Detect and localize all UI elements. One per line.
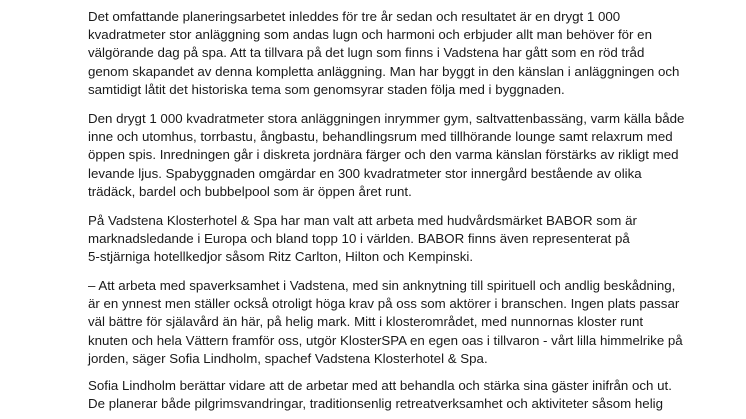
text-line: Den drygt 1 000 kvadratmeter stora anläggningen inrymmer gym, saltvattenbassäng, varm källa både [88, 111, 685, 126]
text-line: knuten och hela Vättern framför oss, utgör KlosterSPA en egen oas i tillvaron - vårt lilla himmelrike på [88, 332, 683, 348]
text-line: inne och utomhus, torrbastu, ångbastu, behandlingsrum med tillhörande lounge samt relaxrum med [88, 129, 673, 145]
text-line: levande ljus. Spabyggnaden omgärdar en 300 kvadratmeter stor innergård bestående av olika [88, 165, 642, 181]
text-line: trädäck, bardel och bubbelpool som är öppen året runt. [88, 183, 412, 199]
text-line: marknadsledande i Europa och bland topp 10 i världen. BABOR finns även representerat på [88, 231, 630, 247]
text-line: välgörande dag på spa. Att ta tillvara på det lugn som finns i Vadstena har gått som en röd tråd [88, 45, 645, 61]
text-line: På Vadstena Klosterhotel & Spa har man valt att arbeta med hudvårdsmärket BABOR som är [88, 213, 637, 228]
paragraph-activities [88, 377, 728, 413]
text-line: 5-stjärniga hotellkedjor såsom Ritz Carlton, Hilton och Kempinski. [88, 249, 474, 265]
paragraph-facilities [88, 110, 728, 201]
text-line: öppen spis. Inredningen går i diskreta jordnära färger och den varma känslan förstärks av rikligt med [88, 147, 679, 163]
text-line: samtidigt låtit det historiska tema som genomsyrar staden följa med i byggnaden. [88, 81, 565, 97]
text-line: – Att arbeta med spaverksamhet i Vadstena, med sin anknytning till spirituell och andlig beskådning, [88, 278, 676, 293]
text-line: kvadratmeter stor anläggning som andas lugn och harmoni och erbjuder allt man behöver för en [88, 27, 652, 43]
paragraph-planning [88, 8, 728, 99]
text-line: jorden, säger Sofia Lindholm, spachef Vadstena Klosterhotel & Spa. [88, 350, 488, 366]
paragraph-quote [88, 277, 728, 368]
text-line: genom skapandet av denna kompletta anläggning. Man har byggt in den känslan i anläggningen och [88, 63, 680, 79]
paragraph-babor [88, 212, 728, 267]
text-line: väl bättre för själavård än här, på helig mark. Mitt i klosterområdet, med nunnornas kloster runt [88, 314, 644, 330]
text-line: är en ynnest men ställer också otroligt höga krav på oss som aktörer i branschen. Ingen plats passar [88, 296, 680, 312]
text-line: De planerar både pilgrimsvandringar, traditionsenlig retreatverksamhet och aktiviteter såsom helig [88, 396, 664, 412]
text-line: Det omfattande planeringsarbetet inleddes för tre år sedan och resultatet är en drygt 1 000 [88, 9, 621, 24]
text-line: Sofia Lindholm berättar vidare att de arbetar med att behandla och stärka sina gäster inifrån och ut. [88, 378, 672, 393]
